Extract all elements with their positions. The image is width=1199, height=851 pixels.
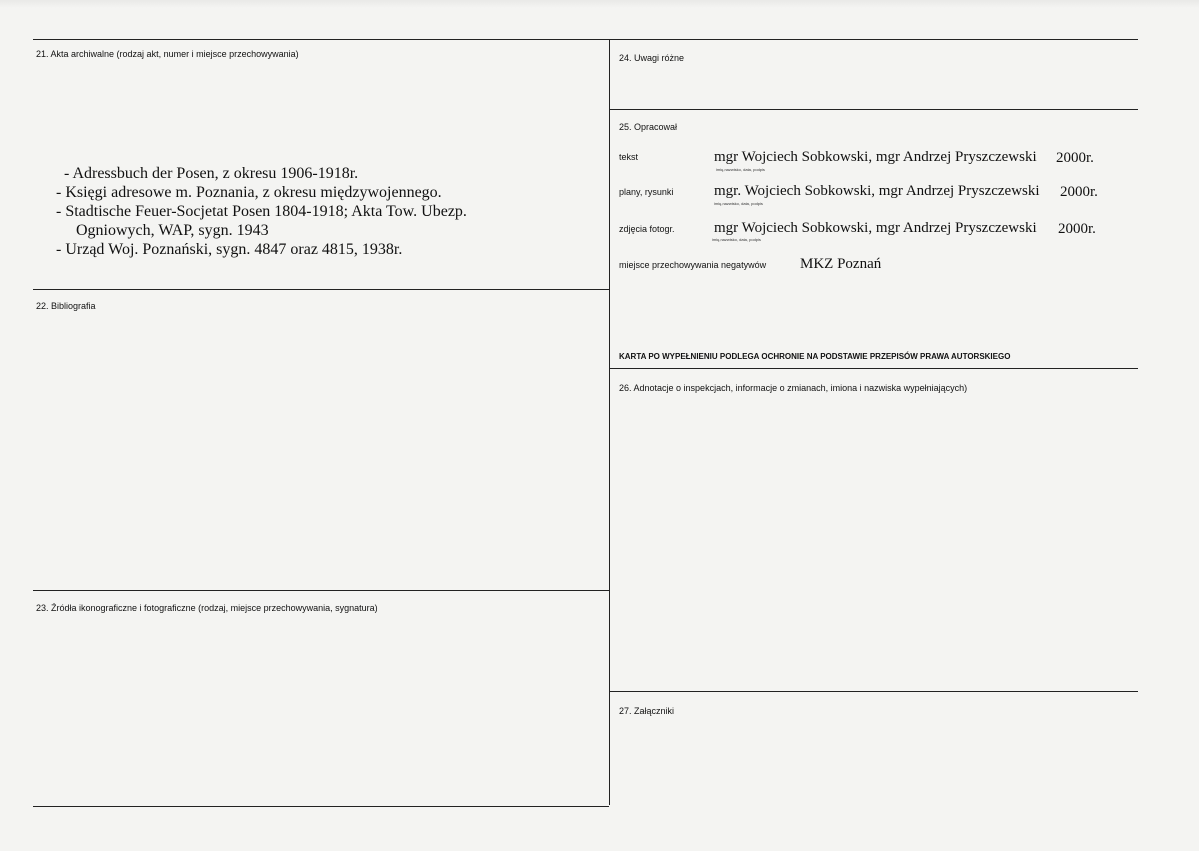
section-22-label: 22. Bibliografia xyxy=(36,301,96,311)
scan-edge xyxy=(0,0,1199,8)
year: 2000r. xyxy=(1060,184,1098,200)
signature-hint: imię,nazwisko, data, podpis xyxy=(714,201,763,206)
negatives-label: miejsce przechowywania negatywów xyxy=(619,260,767,270)
author-names: mgr Wojciech Sobkowski, mgr Andrzej Pryszczewski xyxy=(714,149,1037,165)
author-names: mgr Wojciech Sobkowski, mgr Andrzej Pryszczewski xyxy=(714,220,1037,236)
divider-24-25 xyxy=(609,109,1138,110)
section-23-label: 23. Źródła ikonograficzne i fotograficzne (rodzaj, miejsce przechowywania, sygnatura) xyxy=(36,603,378,613)
year: 2000r. xyxy=(1058,221,1096,237)
section-25-label: 25. Opracował xyxy=(619,122,678,132)
archive-list xyxy=(56,164,467,259)
signature-hint: imię,nazwisko, data, podpis xyxy=(712,237,761,242)
section-21-label: 21. Akta archiwalne (rodzaj akt, numer i miejsce przechowywania) xyxy=(36,49,299,59)
divider-22-23 xyxy=(33,590,609,591)
section-26-label: 26. Adnotacje o inspekcjach, informacje o zmianach, imiona i nazwiska wypełniających) xyxy=(619,383,968,393)
divider-21-22 xyxy=(33,289,609,290)
archive-entry: - Urząd Woj. Poznański, sygn. 4847 oraz 4815, 1938r. xyxy=(56,241,403,258)
row-label-photos: zdjęcia fotogr. xyxy=(619,224,675,234)
archive-entry: - Księgi adresowe m. Poznania, z okresu międzywojennego. xyxy=(56,184,442,201)
top-border-line xyxy=(33,39,1138,40)
copyright-notice: KARTA PO WYPEŁNIENIU PODLEGA OCHRONIE NA PODSTAWIE PRZEPISÓW PRAWA AUTORSKIEGO xyxy=(619,352,1011,361)
divider-25-26 xyxy=(609,368,1138,369)
section-24-label: 24. Uwagi różne xyxy=(619,53,685,63)
negatives-location: MKZ Poznań xyxy=(800,256,882,272)
bottom-left-line xyxy=(33,806,609,807)
section-27-label: 27. Załączniki xyxy=(619,706,675,716)
year: 2000r. xyxy=(1056,150,1094,166)
archive-entry: - Stadtische Feuer-Socjetat Posen 1804-1918; Akta Tow. Ubezp. xyxy=(56,203,467,220)
archive-entry: - Adressbuch der Posen, z okresu 1906-1918r. xyxy=(64,165,359,182)
signature-hint: imię,nazwisko, data, podpis xyxy=(716,167,765,172)
row-label-text: tekst xyxy=(619,152,639,162)
author-names: mgr. Wojciech Sobkowski, mgr Andrzej Pryszczewski xyxy=(714,183,1040,199)
row-label-plans: plany, rysunki xyxy=(619,187,674,197)
divider-26-27 xyxy=(609,691,1138,692)
archive-entry: Ogniowych, WAP, sygn. 1943 xyxy=(76,222,269,239)
